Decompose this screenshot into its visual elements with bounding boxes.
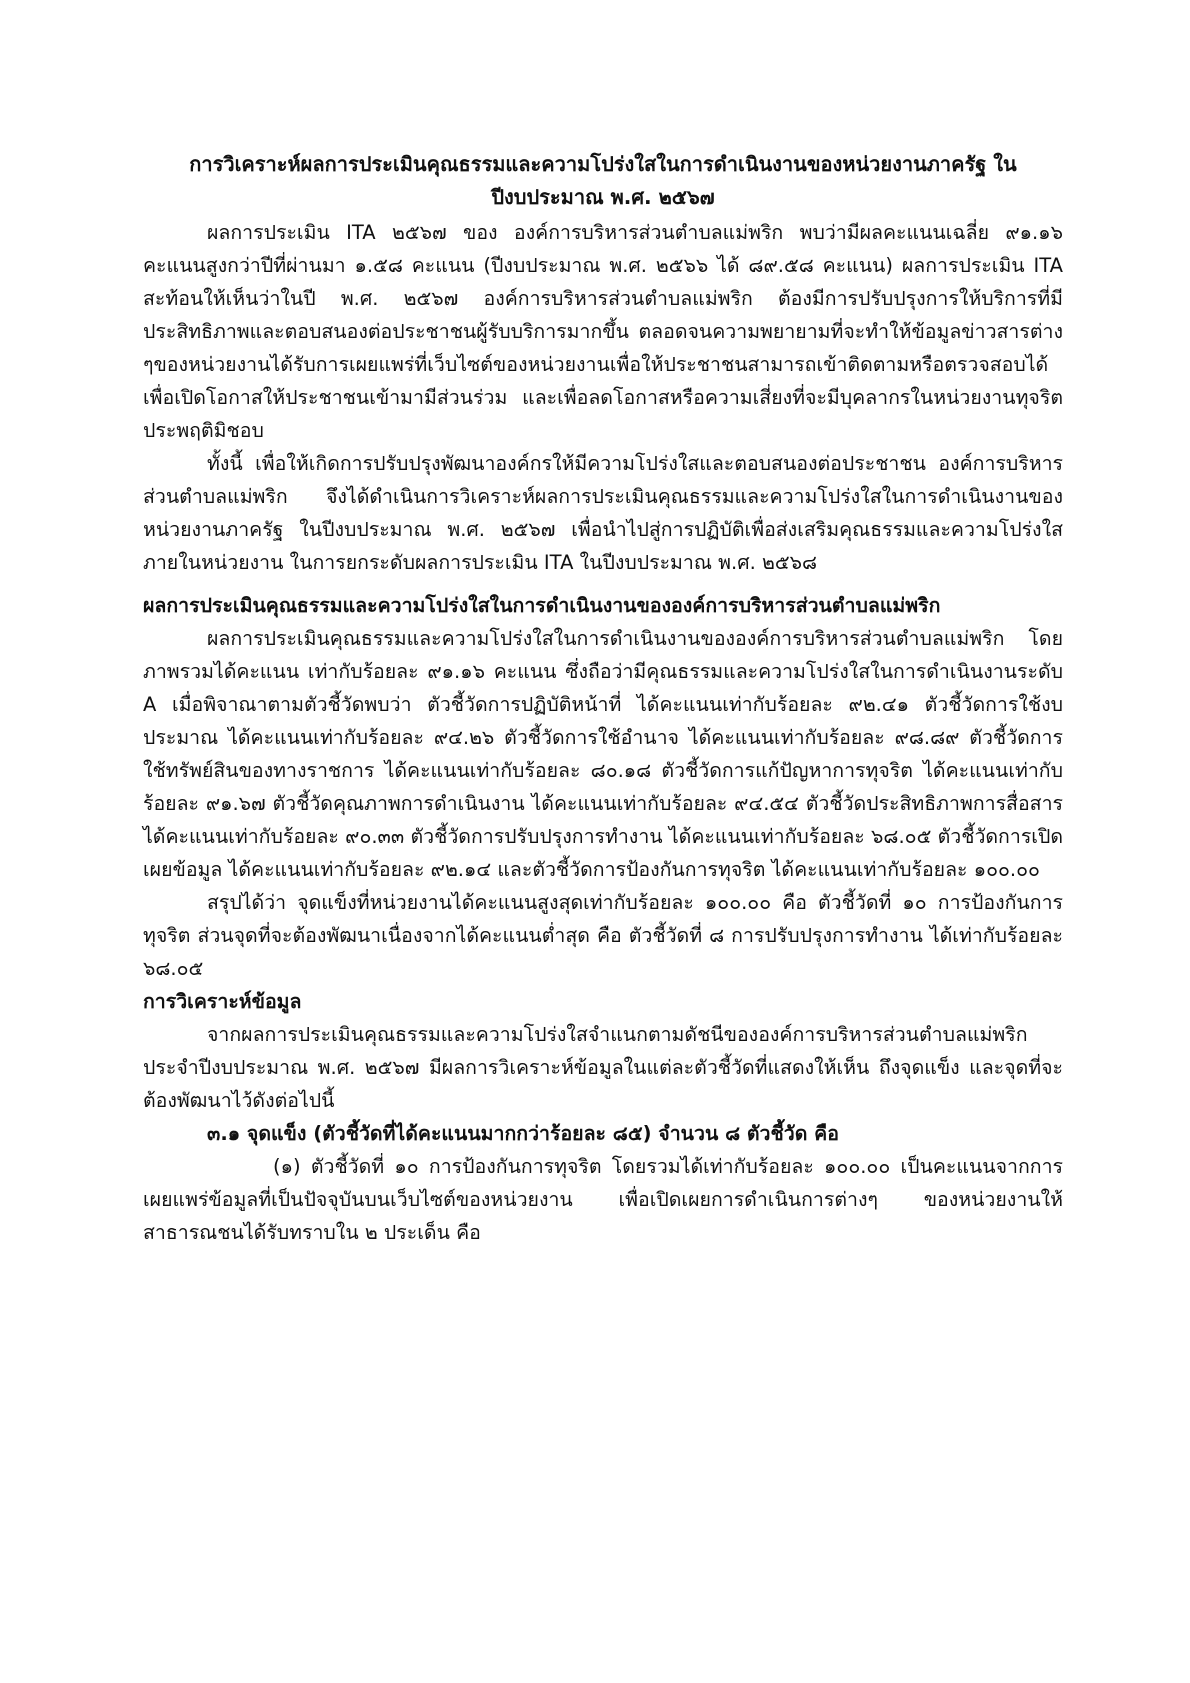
document-page [143, 148, 1063, 1249]
results-paragraph-1: ผลการประเมินคุณธรรมและความโปร่งใสในการดำเนินงานขององค์การบริหารส่วนตำบลแม่พริก โดยภาพรวมได้คะแนน เท่ากับร้อยละ ๙๑.๑๖ คะแนน ซึ่งถือว่ามีคุณธรรมและความโปร่งใสในการดำเนินงานระดับ A เมื่อพิจาณาตามตัวชี้วัดพบว่า ตัวชี้วัดการปฏิบัติหน้าที่ ได้คะแนนเท่ากับร้อยละ ๙๒.๔๑ ตัวชี้วัดการใช้งบประมาณ ได้คะแนนเท่ากับร้อยละ ๙๔.๒๖ ตัวชี้วัดการใช้อำนาจ ได้คะแนนเท่ากับร้อยละ ๙๘.๘๙ ตัวชี้วัดการใช้ทรัพย์สินของทางราชการ ได้คะแนนเท่ากับร้อยละ ๘๐.๑๘ ตัวชี้วัดการแก้ปัญหาการทุจริต ได้คะแนนเท่ากับร้อยละ ๙๑.๖๗ ตัวชี้วัดคุณภาพการดำเนินงาน ได้คะแนนเท่ากับร้อยละ ๙๔.๕๔ ตัวชี้วัดประสิทธิภาพการสื่อสาร ได้คะแนนเท่ากับร้อยละ ๙๐.๓๓ ตัวชี้วัดการปรับปรุงการทำงาน ได้คะแนนเท่ากับร้อยละ ๖๘.๐๕ ตัวชี้วัดการเปิดเผยข้อมูล ได้คะแนนเท่ากับร้อยละ ๙๒.๑๔ และตัวชี้วัดการป้องกันการทุจริต ได้คะแนนเท่ากับร้อยละ ๑๐๐.๐๐ [143, 627, 1063, 881]
analysis-heading: การวิเคราะห์ข้อมูล [143, 990, 302, 1013]
results-paragraph-2: สรุปได้ว่า จุดแข็งที่หน่วยงานได้คะแนนสูงสุดเท่ากับร้อยละ ๑๐๐.๐๐ คือ ตัวชี้วัดที่ ๑๐ การป้องกันการทุจริต ส่วนจุดที่จะต้องพัฒนาเนื่องจากได้คะแนนต่ำสุด คือ ตัวชี้วัดที่ ๘ การปรับปรุงการทำงาน ได้เท่ากับร้อยละ ๖๘.๐๕ [143, 891, 1063, 980]
document-title [143, 148, 1063, 214]
strength-item-1: (๑) ตัวชี้วัดที่ ๑๐ การป้องกันการทุจริต โดยรวมได้เท่ากับร้อยละ ๑๐๐.๐๐ เป็นคะแนนจากการเผยแพร่ข้อมูลที่เป็นปัจจุบันบนเว็บไซต์ของหน่วยงาน เพื่อเปิดเผยการดำเนินการต่างๆ ของหน่วยงานให้สาธารณชนได้รับทราบใน ๒ ประเด็น คือ [143, 1155, 1063, 1244]
intro-paragraph-1: ผลการประเมิน ITA ๒๕๖๗ ของ องค์การบริหารส่วนตำบลแม่พริก พบว่ามีผลคะแนนเฉลี่ย ๙๑.๑๖ คะแนนสูงกว่าปีที่ผ่านมา ๑.๕๘ คะแนน (ปีงบประมาณ พ.ศ. ๒๕๖๖ ได้ ๘๙.๕๘ คะแนน) ผลการประเมิน ITA สะท้อนให้เห็นว่าในปี พ.ศ. ๒๕๖๗ องค์การบริหารส่วนตำบลแม่พริก ต้องมีการปรับปรุงการให้บริการที่มีประสิทธิภาพและตอบสนองต่อประชาชนผู้รับบริการมากขึ้น ตลอดจนความพยายามที่จะทำให้ข้อมูลข่าวสารต่าง ๆของหน่วยงานได้รับการเผยแพร่ที่เว็บไซต์ของหน่วยงานเพื่อให้ประชาชนสามารถเข้าติดตามหรือตรวจสอบได้ เพื่อเปิดโอกาสให้ประชาชนเข้ามามีส่วนร่วม และเพื่อลดโอกาสหรือความเสี่ยงที่จะมีบุคลากรในหน่วยงานทุจริตประพฤติมิชอบ [143, 221, 1063, 442]
intro-paragraph-2: ทั้งนี้ เพื่อให้เกิดการปรับปรุงพัฒนาองค์กรให้มีความโปร่งใสและตอบสนองต่อประชาชน องค์การบริหารส่วนตำบลแม่พริก จึงได้ดำเนินการวิเคราะห์ผลการประเมินคุณธรรมและความโปร่งใสในการดำเนินงานของหน่วยงานภาครัฐ ในปีงบประมาณ พ.ศ. ๒๕๖๗ เพื่อนำไปสู่การปฏิบัติเพื่อส่งเสริมคุณธรรมและความโปร่งใสภายในหน่วยงาน ในการยกระดับผลการประเมิน ITA ในปีงบประมาณ พ.ศ. ๒๕๖๘ [143, 452, 1063, 574]
strengths-subheading: ๓.๑ จุดแข็ง (ตัวชี้วัดที่ได้คะแนนมากกว่าร้อยละ ๘๕) จำนวน ๘ ตัวชี้วัด คือ [207, 1122, 839, 1145]
results-heading: ผลการประเมินคุณธรรมและความโปร่งใสในการดำเนินงานขององค์การบริหารส่วนตำบลแม่พริก [143, 594, 941, 617]
analysis-paragraph-1: จากผลการประเมินคุณธรรมและความโปร่งใสจำแนกตามดัชนีขององค์การบริหารส่วนตำบลแม่พริก ประจำปีงบประมาณ พ.ศ. ๒๕๖๗ มีผลการวิเคราะห์ข้อมูลในแต่ละตัวชี้วัดที่แสดงให้เห็น ถึงจุดแข็ง และจุดที่จะต้องพัฒนาไว้ดังต่อไปนี้ [143, 1023, 1063, 1112]
title-line-1: การวิเคราะห์ผลการประเมินคุณธรรมและความโปร่งใสในการดำเนินงานของหน่วยงานภาครัฐ ใน [189, 152, 1017, 176]
title-line-2: ปีงบประมาณ พ.ศ. ๒๕๖๗ [491, 185, 715, 209]
